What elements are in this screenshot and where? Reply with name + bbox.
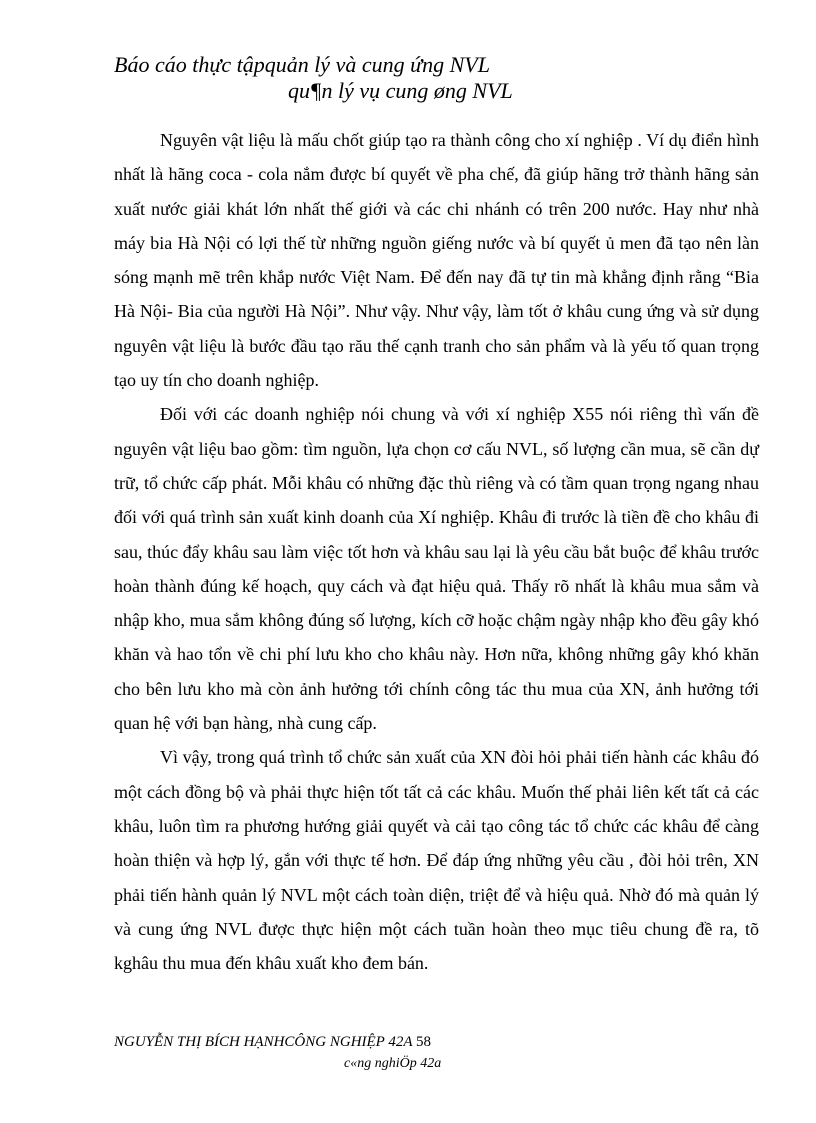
body-text (114, 123, 759, 980)
paragraph-2: Đối với các doanh nghiệp nói chung và với xí nghiệp X55 nói riêng thì vấn đề nguyên vật liệu bao gồm: tìm nguồn, lựa chọn cơ cấu NVL, số lượng cần mua, sẽ cần dự trữ, tổ chức cấp phát. Mỗi khâu có những đặc thù riêng và có tầm quan trọng ngang nhau đối với quá trình sản xuất kinh doanh của Xí nghiệp. Khâu đi trước là tiền đề cho khâu đi sau, thúc đẩy khâu sau làm việc tốt hơn và khâu sau lại là yêu cầu bắt buộc để khâu trước hoàn thành đúng kế hoạch, quy cách và đạt hiệu quả. Thấy rõ nhất là khâu mua sắm và nhập kho, mua sắm không đúng số lượng, kích cỡ hoặc chậm ngày nhập kho đều gây khó khăn và hao tổn về chi phí lưu kho cho khâu này. Hơn nữa, không những gây khó khăn cho bên lưu kho mà còn ảnh hưởng tới chính công tác thu mua của XN, ảnh hưởng tới quan hệ với bạn hàng, nhà cung cấp. (114, 404, 759, 734)
header-subtitle: qu¶n lý vụ cung øng NVL (288, 78, 513, 103)
footer-subline: c«ng nghiÖp 42a (344, 1056, 442, 1071)
paragraph-3: Vì vậy, trong quá trình tổ chức sản xuất của XN đòi hỏi phải tiến hành các khâu đó một cách đồng bộ và phải thực hiện tốt tất cả các khâu. Muốn thế phải liên kết tất cả các khâu, luôn tìm ra phương hướng giải quyết và cải tạo công tác tổ chức các khâu để càng hoàn thiện và hợp lý, gắn với thực tế hơn. Để đáp ứng những yêu cầu , đòi hỏi trên, XN phải tiến hành quản lý NVL một cách toàn diện, triệt để và hiệu quả. Nhờ đó mà quản lý và cung ứng NVL được thực hiện một cách tuần hoàn theo mục tiêu chung đề ra, tõ kghâu thu mua đến khâu xuất kho đem bán. (114, 747, 759, 974)
header-title: Báo cáo thực tậpquản lý và cung ứng NVL (114, 52, 490, 77)
page-number: 58 (415, 1034, 431, 1050)
footer-author: NGUYỄN THỊ BÍCH HẠNHCÔNG NGHIỆP 42A (114, 1034, 413, 1050)
footer-author-line (114, 1033, 431, 1051)
paragraph-1: Nguyên vật liệu là mấu chốt giúp tạo ra thành công cho xí nghiệp . Ví dụ điển hình nhất là hãng coca - cola nắm được bí quyết về pha chế, đã giúp hãng trở thành hãng sản xuất nước giải khát lớn nhất thế giới và các chi nhánh có trên 200 nước. Hay như nhà máy bia Hà Nội có lợi thế từ những nguồn giếng nước và bí quyết ủ men đã tạo nên làn sóng mạnh mẽ trên khắp nước Việt Nam. Để đến nay đã tự tin mà khẳng định rằng “Bia Hà Nội- Bia của người Hà Nội”. Như vậy. Như vậy, làm tốt ở khâu cung ứng và sử dụng nguyên vật liệu là bước đầu tạo rău thế cạnh tranh cho sản phẩm và là yếu tố quan trọng tạo uy tín cho doanh nghiệp. (114, 130, 759, 391)
